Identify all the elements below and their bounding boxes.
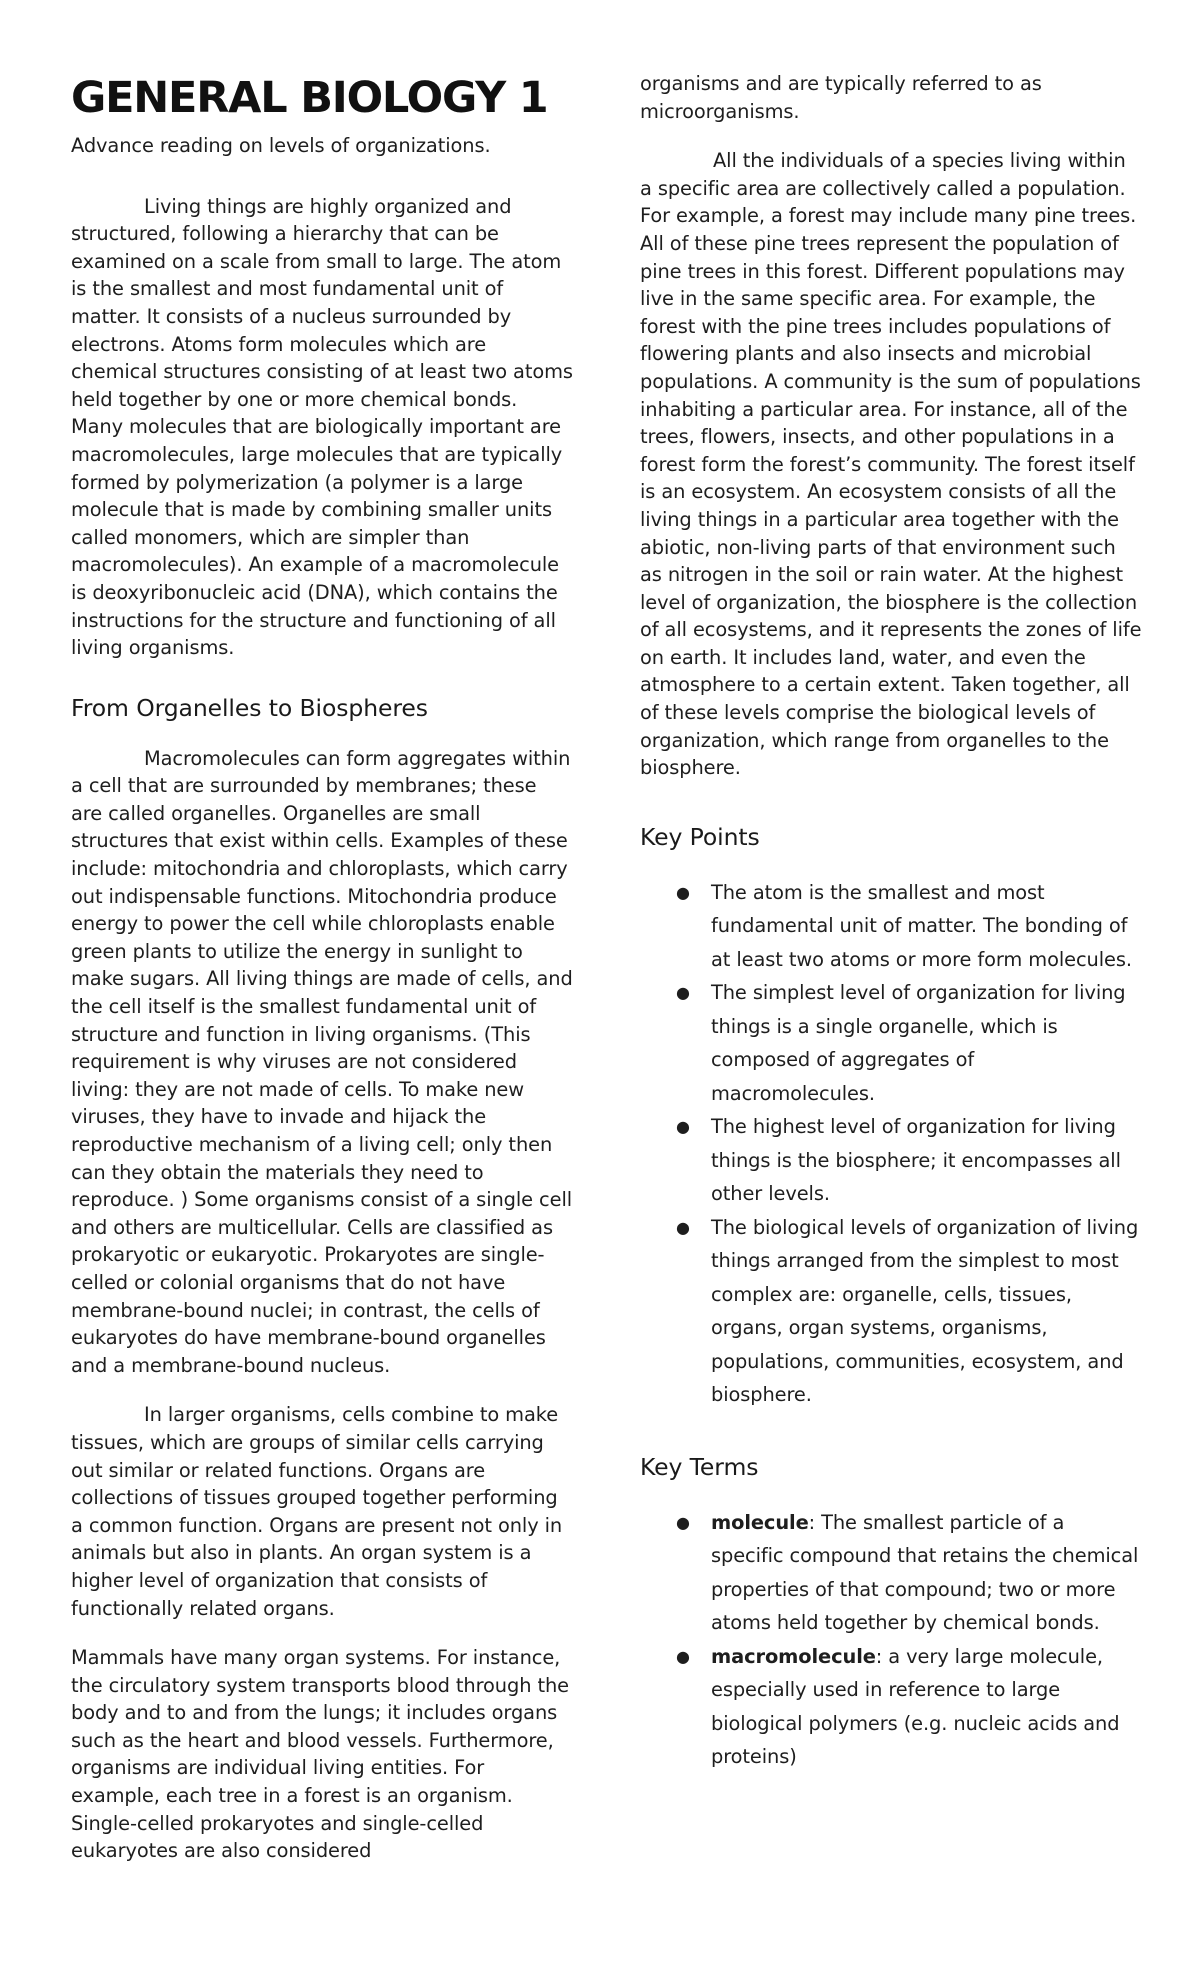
key-point-item bbox=[640, 976, 1142, 1110]
right-column bbox=[640, 0, 1142, 1774]
key-term-item bbox=[640, 1640, 1142, 1774]
bullet-icon: ● bbox=[676, 1117, 690, 1137]
key-point-text: The atom is the smallest and most fundamental unit of matter. The bonding of at least two atoms or more form molecules. bbox=[711, 880, 1132, 971]
key-term-item bbox=[640, 1506, 1142, 1640]
organelles-paragraph-3-part-2: organisms and are typically referred to as microorganisms. bbox=[640, 72, 1042, 123]
key-point-item bbox=[640, 876, 1142, 977]
bullet-icon: ● bbox=[676, 882, 690, 902]
document-title: GENERAL BIOLOGY 1 bbox=[71, 73, 548, 123]
section-heading-key-terms: Key Terms bbox=[640, 1452, 759, 1481]
bullet-icon: ● bbox=[676, 1217, 690, 1237]
bullet-icon: ● bbox=[676, 1646, 690, 1666]
key-term-word: macromolecule bbox=[711, 1644, 876, 1668]
intro-paragraph: Living things are highly organized and structured, following a hierarchy that can be examined on a scale from small to large. The atom is the smallest and most fundamental unit of matter. It consists of a nucleus surrounded by electrons. Atoms form molecules which are chemical structures consisting of at least two atoms held together by one or more chemical bonds. Many molecules that are biologically important are macromolecules, large molecules that are typically formed by polymerization (a polymer is a large molecule that is made by combining smaller units called monomers, which are simpler than macromolecules). An example of a macromolecule is deoxyribonucleic acid (DNA), which contains the instructions for the structure and functioning of all living organisms. bbox=[71, 194, 573, 660]
key-point-item bbox=[640, 1211, 1142, 1412]
organelles-paragraph-1: Macromolecules can form aggregates within a cell that are surrounded by membranes; these are called organelles. Organelles are small structures that exist within cells. Examples of these include: mitochondria and chloroplasts, which carry out indispensable functions. Mitochondria produce energy to power the cell while chloroplasts enable green plants to utilize the energy in sunlight to make sugars. All living things are made of cells, and the cell itself is the smallest fundamental unit of structure and function in living organisms. (This requirement is why viruses are not considered living: they are not made of cells. To make new viruses, they have to invade and hijack the reproductive mechanism of a living cell; only then can they obtain the materials they need to reproduce. ) Some organisms consist of a single cell and others are multicellular. Cells are classified as prokaryotic or eukaryotic. Prokaryotes are single-celled or colonial organisms that do not have membrane-bound nuclei; in contrast, the cells of eukaryotes do have membrane-bound organelles and a membrane-bound nucleus. bbox=[71, 746, 573, 1377]
bullet-icon: ● bbox=[676, 983, 690, 1003]
organelles-paragraph-3-part-1: Mammals have many organ systems. For instance, the circulatory system transports blood through the body and to and from the lungs; it includes organs such as the heart and blood vessels. Furthermore, organisms are individual living entities. For example, each tree in a forest is an organism. Single-celled prokaryotes and single-celled eukaryotes are also considered bbox=[71, 1646, 569, 1863]
key-term-word: molecule bbox=[711, 1510, 809, 1534]
section-heading-organelles: From Organelles to Biospheres bbox=[71, 693, 428, 722]
document-subtitle: Advance reading on levels of organizations. bbox=[71, 134, 491, 157]
left-column bbox=[71, 0, 573, 1865]
key-point-text: The highest level of organization for living things is the biosphere; it encompasses all other levels. bbox=[711, 1115, 1121, 1206]
bullet-icon: ● bbox=[676, 1512, 690, 1532]
key-terms-list bbox=[640, 1506, 1142, 1774]
key-point-text: The simplest level of organization for living things is a single organelle, which is composed of aggregates of macromolecules. bbox=[711, 981, 1126, 1105]
key-term-definition: : The smallest particle of a specific compound that retains the chemical properties of that compound; two or more atoms held together by chemical bonds. bbox=[711, 1510, 1139, 1635]
organelles-paragraph-2: In larger organisms, cells combine to make tissues, which are groups of similar cells carrying out similar or related functions. Organs are collections of tissues grouped together performing a common function. Organs are present not only in animals but also in plants. An organ system is a higher level of organization that consists of functionally related organs. bbox=[71, 1403, 563, 1620]
key-term-definition: : a very large molecule, especially used in reference to large biological polymers (e.g. nucleic acids and proteins) bbox=[711, 1644, 1120, 1769]
organelles-paragraph-4: All the individuals of a species living within a specific area are collectively called a population. For example, a forest may include many pine trees. All of these pine trees represent the population of pine trees in this forest. Different populations may live in the same specific area. For example, the forest with the pine trees includes populations of flowering plants and also insects and microbial populations. A community is the sum of populations inhabiting a particular area. For instance, all of the trees, flowers, insects, and other populations in a forest form the forest’s community. The forest itself is an ecosystem. An ecosystem consists of all the living things in a particular area together with the abiotic, non-living parts of that environment such as nitrogen in the soil or rain water. At the highest level of organization, the biosphere is the collection of all ecosystems, and it represents the zones of life on earth. It includes land, water, and even the atmosphere to a certain extent. Taken together, all of these levels comprise the biological levels of organization, which range from organelles to the biosphere. bbox=[640, 149, 1142, 780]
key-point-text: The biological levels of organization of living things arranged from the simplest to most complex are: organelle, cells, tissues, organs, organ systems, organisms, populations, communities, ecosystem, and biosphere. bbox=[711, 1215, 1139, 1407]
key-points-list bbox=[640, 876, 1142, 1412]
key-point-item bbox=[640, 1110, 1142, 1211]
section-heading-key-points: Key Points bbox=[640, 822, 760, 851]
